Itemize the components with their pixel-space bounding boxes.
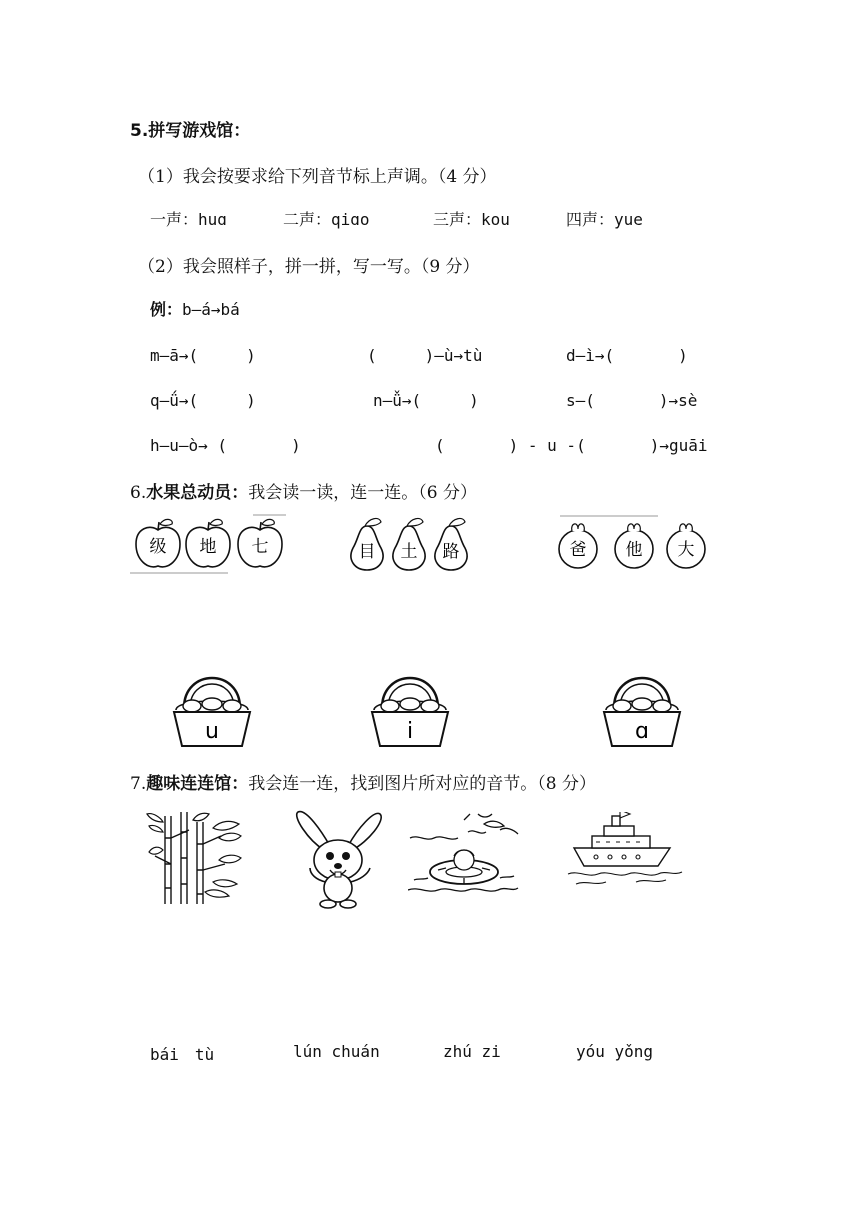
apple-icon [238,519,282,567]
ship-picture [566,812,686,892]
syllable-option: bái tù [150,1045,215,1064]
orange-group [558,512,708,576]
section6-heading [130,478,477,503]
basket-icon [170,672,254,754]
example-text: b—á→bá [182,300,240,319]
orange-icon [615,524,653,568]
pear-char: 土 [400,542,418,562]
apple-group [128,512,288,576]
tone-item-3 [433,207,510,230]
tone-syllable: huɑ [198,210,227,229]
example-label: 例： [150,300,183,319]
pear-char: 目 [358,542,376,562]
tone-label: 三声： [433,210,482,229]
apple-icon [186,519,230,567]
apple-char: 地 [199,537,217,557]
example-row [150,297,240,320]
section5-heading [130,116,250,141]
spell-item: s—( )→sè [566,391,698,410]
apple-icon [136,519,180,567]
pear-icon [351,519,383,570]
spell-item: q—ǘ→( ) [150,391,256,410]
section5-question1: （1）我会按要求给下列音节标上声调。（4 分） [138,167,497,187]
spell-item: ( )—ù→tù [367,346,483,365]
tone-syllable: yue [614,210,643,229]
spell-item: n—ǚ→( ) [373,391,479,410]
tone-label: 一声： [150,210,199,229]
orange-icon [559,524,597,568]
spell-item: d—ì→( ) [566,346,688,365]
basket-letter: ɑ [635,719,649,744]
orange-char: 大 [677,540,695,560]
spell-item: m—ā→( ) [150,346,256,365]
orange-char: 他 [625,540,643,560]
section7-number: 7. [130,774,147,794]
basket-icon [368,672,452,754]
apple-char: 七 [251,537,269,557]
tone-label: 四声： [566,210,615,229]
spell-item: ( ) - u -( )→guāi [435,436,708,455]
section6-number: 6. [130,483,147,503]
basket-letter: i [406,719,414,744]
swimming-picture [408,810,520,900]
pear-group [345,512,475,576]
tone-item-1 [150,207,227,230]
section7-heading [130,769,596,794]
section5-question2: （2）我会照样子，拼一拼，写一写。（9 分） [138,257,480,277]
section7-instruction: 我会连一连，找到图片所对应的音节。（8 分） [248,774,596,794]
basket-letter: u [205,719,219,744]
apple-char: 级 [149,537,167,557]
pear-icon [435,519,467,570]
syllable-option: lún chuán [293,1042,380,1061]
tone-label: 二声： [283,210,332,229]
section5-number: 5. [130,121,149,141]
pear-icon [393,519,425,570]
spell-item: h—u—ò→ ( ) [150,436,301,455]
tone-syllable: qiɑo [331,210,370,229]
section7-title: 趣味连连馆： [146,774,249,794]
section5-title: 拼写游戏馆： [148,121,251,141]
basket-icon [600,672,684,754]
tone-item-4 [566,207,643,230]
orange-char: 爸 [569,540,587,560]
syllable-option: yóu yǒng [576,1042,654,1061]
bamboo-picture [135,808,247,908]
pear-char: 路 [442,542,460,562]
rabbit-picture [288,810,388,910]
tone-syllable: kou [481,210,510,229]
section6-title: 水果总动员： [146,483,249,503]
syllable-option: zhú zi [443,1042,501,1061]
orange-icon [667,524,705,568]
tone-item-2 [283,207,370,230]
section6-instruction: 我会读一读，连一连。（6 分） [248,483,477,503]
